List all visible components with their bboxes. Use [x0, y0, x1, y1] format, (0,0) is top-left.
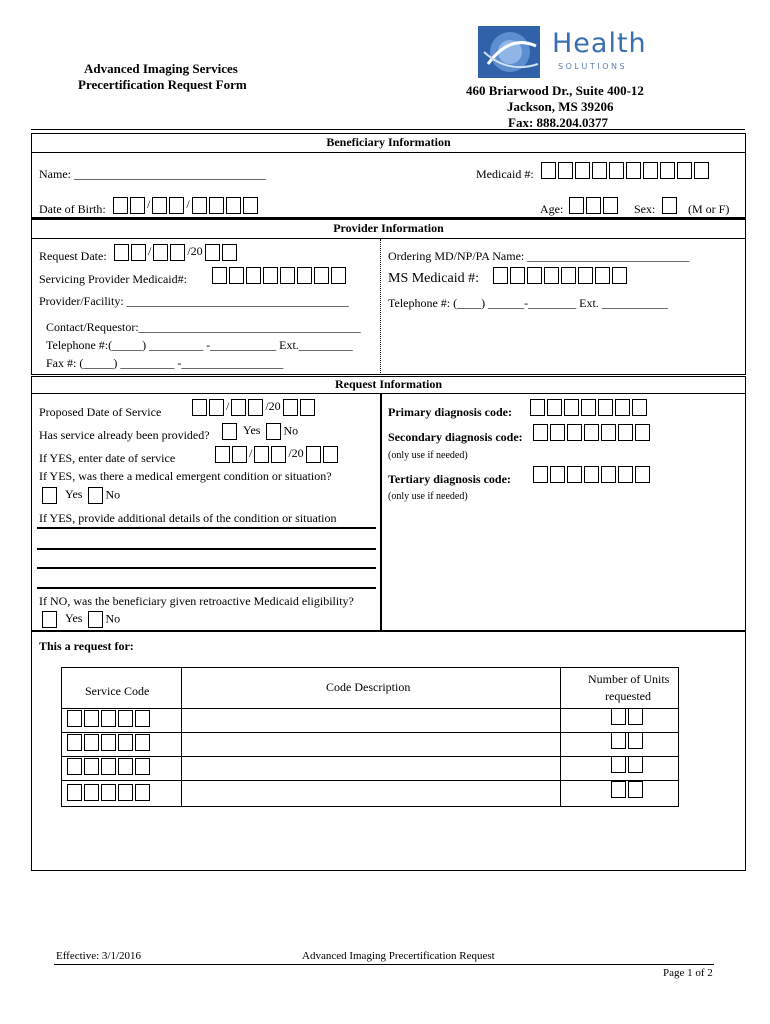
- logo-mark-icon: [478, 24, 542, 80]
- digit-box[interactable]: [135, 758, 150, 775]
- beneficiary-title: Beneficiary Information: [31, 133, 746, 153]
- sex-box[interactable]: [662, 197, 679, 214]
- units-boxes[interactable]: [611, 756, 645, 773]
- digit-box[interactable]: [114, 244, 129, 261]
- col-header-units-1: Number of Units: [588, 672, 670, 686]
- yes-label: Yes: [65, 487, 83, 502]
- logo-health-text: Health: [552, 28, 647, 59]
- date-slash: /: [226, 399, 230, 414]
- digit-box[interactable]: [331, 267, 346, 284]
- servicing-provider-boxes[interactable]: [212, 267, 348, 284]
- details-line-4[interactable]: [37, 587, 376, 589]
- digit-box[interactable]: [306, 446, 321, 463]
- tertiary-diagnosis-boxes[interactable]: [533, 466, 652, 483]
- digit-box[interactable]: [564, 399, 579, 416]
- digit-box[interactable]: [578, 267, 593, 284]
- proposed-date-boxes[interactable]: [192, 399, 317, 416]
- services-title: This a request for:: [39, 639, 134, 653]
- provider-title: Provider Information: [31, 219, 746, 239]
- digit-box[interactable]: [314, 267, 329, 284]
- digit-box[interactable]: [544, 267, 559, 284]
- digit-box[interactable]: [192, 197, 207, 214]
- digit-box[interactable]: [615, 399, 630, 416]
- provider-divider: [380, 239, 381, 373]
- no-label: No: [105, 611, 121, 626]
- no-checkbox[interactable]: [266, 423, 281, 440]
- digit-box[interactable]: [643, 162, 658, 179]
- digit-box[interactable]: [283, 399, 298, 416]
- eq-health-logo: [478, 22, 668, 82]
- digit-box[interactable]: [263, 267, 278, 284]
- address-line2: Jackson, MS 39206: [507, 99, 614, 114]
- digit-box[interactable]: [550, 466, 565, 483]
- yes-label: Yes: [65, 611, 83, 626]
- digit-box[interactable]: [135, 784, 150, 801]
- digit-box[interactable]: [530, 399, 545, 416]
- ordering-provider-field[interactable]: Ordering MD/NP/PA Name: ___________________________: [388, 249, 690, 263]
- digit-box[interactable]: [205, 244, 220, 261]
- digit-box[interactable]: [101, 734, 116, 751]
- contact-requestor-field[interactable]: Contact/Requestor:_____________________________________: [46, 320, 361, 334]
- digit-box[interactable]: [575, 162, 590, 179]
- age-label: Age:: [540, 202, 564, 216]
- sex-hint: (M or F): [688, 202, 730, 216]
- digit-box[interactable]: [626, 162, 641, 179]
- name-field[interactable]: Name: ________________________________: [39, 167, 266, 181]
- date-year-prefix: /20: [288, 446, 304, 461]
- digit-box[interactable]: [601, 424, 616, 441]
- digit-box[interactable]: [677, 162, 692, 179]
- digit-box[interactable]: [101, 758, 116, 775]
- col-divider: [181, 668, 182, 806]
- retro-label: If NO, was the beneficiary given retroactive Medicaid eligibility?: [39, 594, 354, 608]
- emergent-options: [42, 487, 120, 504]
- sex-checkbox[interactable]: [662, 197, 677, 214]
- details-label: If YES, provide additional details of the condition or situation: [39, 511, 337, 525]
- tertiary-hint: (only use if needed): [388, 491, 468, 502]
- details-line-3[interactable]: [37, 567, 376, 569]
- digit-box[interactable]: [611, 708, 626, 725]
- digit-box[interactable]: [628, 732, 643, 749]
- col-header-service-code: Service Code: [85, 684, 150, 698]
- digit-box[interactable]: [209, 197, 224, 214]
- footer-rule: [54, 964, 714, 965]
- yes-checkbox[interactable]: [42, 487, 57, 504]
- units-boxes[interactable]: [611, 781, 645, 798]
- service-code-boxes[interactable]: [67, 734, 152, 751]
- enter-date-label: If YES, enter date of service: [39, 451, 176, 465]
- digit-box[interactable]: [243, 197, 258, 214]
- outer-top-rule: [31, 129, 745, 130]
- contact-fax-field[interactable]: Fax #: (_____) _________ -_________________: [46, 356, 284, 370]
- request-title: Request Information: [31, 376, 746, 394]
- digit-box[interactable]: [229, 267, 244, 284]
- tertiary-diagnosis-label: Tertiary diagnosis code:: [388, 472, 511, 486]
- digit-box[interactable]: [612, 267, 627, 284]
- yes-checkbox[interactable]: [42, 611, 57, 628]
- no-label: No: [283, 423, 299, 438]
- digit-box[interactable]: [603, 197, 618, 214]
- digit-box[interactable]: [561, 267, 576, 284]
- digit-box[interactable]: [192, 399, 207, 416]
- servicing-provider-label: Servicing Provider Medicaid#:: [39, 272, 187, 286]
- digit-box[interactable]: [584, 466, 599, 483]
- digit-box[interactable]: [209, 399, 224, 416]
- age-boxes[interactable]: [569, 197, 620, 214]
- page-number: Page 1 of 2: [663, 967, 713, 979]
- row-divider: [62, 708, 678, 709]
- digit-box[interactable]: [510, 267, 525, 284]
- digit-box[interactable]: [547, 399, 562, 416]
- proposed-date-label: Proposed Date of Service: [39, 405, 162, 419]
- digit-box[interactable]: [493, 267, 508, 284]
- no-checkbox[interactable]: [88, 487, 103, 504]
- digit-box[interactable]: [254, 446, 269, 463]
- digit-box[interactable]: [584, 424, 599, 441]
- digit-box[interactable]: [67, 734, 82, 751]
- col-header-description: Code Description: [326, 680, 411, 694]
- digit-box[interactable]: [84, 784, 99, 801]
- dob-boxes[interactable]: [113, 197, 260, 214]
- digit-box[interactable]: [567, 466, 582, 483]
- digit-box[interactable]: [618, 466, 633, 483]
- digit-box[interactable]: [592, 162, 607, 179]
- digit-box[interactable]: [131, 244, 146, 261]
- emergent-label: If YES, was there a medical emergent condition or situation?: [39, 469, 332, 483]
- contact-telephone-field[interactable]: Telephone #:(_____) _________ -___________ Ext._________: [46, 338, 353, 352]
- digit-box[interactable]: [67, 758, 82, 775]
- digit-box[interactable]: [84, 710, 99, 727]
- digit-box[interactable]: [280, 267, 295, 284]
- fax-number: Fax: 888.204.0377: [508, 115, 609, 130]
- service-code-boxes[interactable]: [67, 784, 152, 801]
- digit-box[interactable]: [628, 756, 643, 773]
- digit-box[interactable]: [130, 197, 145, 214]
- digit-box[interactable]: [323, 446, 338, 463]
- digit-box[interactable]: [628, 781, 643, 798]
- already-provided-options: [222, 423, 298, 440]
- details-line-2[interactable]: [37, 548, 376, 550]
- digit-box[interactable]: [541, 162, 556, 179]
- request-date-label: Request Date:: [39, 249, 107, 263]
- date-year-prefix: /20: [187, 244, 203, 259]
- digit-box[interactable]: [628, 708, 643, 725]
- digit-box[interactable]: [611, 781, 626, 798]
- digit-box[interactable]: [118, 734, 133, 751]
- service-code-boxes[interactable]: [67, 758, 152, 775]
- digit-box[interactable]: [169, 197, 184, 214]
- digit-box[interactable]: [153, 244, 168, 261]
- row-divider: [62, 780, 678, 781]
- digit-box[interactable]: [101, 784, 116, 801]
- request-date-boxes[interactable]: [114, 244, 239, 261]
- digit-box[interactable]: [297, 267, 312, 284]
- digit-box[interactable]: [611, 732, 626, 749]
- digit-box[interactable]: [135, 734, 150, 751]
- digit-box[interactable]: [586, 197, 601, 214]
- digit-box[interactable]: [170, 244, 185, 261]
- digit-box[interactable]: [215, 446, 230, 463]
- digit-box[interactable]: [533, 466, 548, 483]
- digit-box[interactable]: [246, 267, 261, 284]
- dob-label: Date of Birth:: [39, 202, 106, 216]
- digit-box[interactable]: [660, 162, 675, 179]
- digit-box[interactable]: [152, 197, 167, 214]
- digit-box[interactable]: [118, 758, 133, 775]
- date-slash: /: [148, 244, 152, 259]
- digit-box[interactable]: [533, 424, 548, 441]
- digit-box[interactable]: [635, 424, 650, 441]
- row-divider: [62, 756, 678, 757]
- yes-checkbox[interactable]: [222, 423, 237, 440]
- service-code-boxes[interactable]: [67, 710, 152, 727]
- digit-box[interactable]: [635, 466, 650, 483]
- already-provided-label: Has service already been provided?: [39, 428, 210, 442]
- digit-box[interactable]: [271, 446, 286, 463]
- digit-box[interactable]: [118, 710, 133, 727]
- secondary-hint: (only use if needed): [388, 450, 468, 461]
- address-line1: 460 Briarwood Dr., Suite 400-12: [466, 83, 644, 98]
- retro-options: [42, 611, 120, 628]
- digit-box[interactable]: [222, 244, 237, 261]
- digit-box[interactable]: [232, 446, 247, 463]
- no-checkbox[interactable]: [88, 611, 103, 628]
- digit-box[interactable]: [231, 399, 246, 416]
- digit-box[interactable]: [67, 784, 82, 801]
- digit-box[interactable]: [135, 710, 150, 727]
- digit-box[interactable]: [611, 756, 626, 773]
- digit-box[interactable]: [67, 710, 82, 727]
- service-date-boxes[interactable]: [215, 446, 340, 463]
- medicaid-label: Medicaid #:: [476, 167, 534, 181]
- digit-box[interactable]: [118, 784, 133, 801]
- ms-medicaid-label: MS Medicaid #:: [388, 271, 479, 286]
- yes-label: Yes: [243, 423, 261, 438]
- form-title-line1: Advanced Imaging Services: [84, 61, 238, 76]
- col-header-units-2: requested: [605, 689, 651, 703]
- primary-diagnosis-boxes[interactable]: [530, 399, 649, 416]
- digit-box[interactable]: [567, 424, 582, 441]
- date-year-prefix: /20: [265, 399, 281, 414]
- secondary-diagnosis-boxes[interactable]: [533, 424, 652, 441]
- digit-box[interactable]: [581, 399, 596, 416]
- digit-box[interactable]: [226, 197, 241, 214]
- provider-telephone-field[interactable]: Telephone #: (____) ______-________ Ext. ___________: [388, 296, 668, 310]
- digit-box[interactable]: [84, 734, 99, 751]
- digit-box[interactable]: [300, 399, 315, 416]
- ms-medicaid-boxes[interactable]: [493, 267, 629, 284]
- digit-box[interactable]: [558, 162, 573, 179]
- digit-box[interactable]: [609, 162, 624, 179]
- details-line-1[interactable]: [37, 527, 376, 529]
- secondary-diagnosis-label: Secondary diagnosis code:: [388, 430, 523, 444]
- digit-box[interactable]: [84, 758, 99, 775]
- provider-facility-field[interactable]: Provider/Facility: _____________________________________: [39, 294, 349, 308]
- logo-solutions-text: S O L U T I O N S: [558, 62, 625, 71]
- digit-box[interactable]: [113, 197, 128, 214]
- digit-box[interactable]: [569, 197, 584, 214]
- digit-box[interactable]: [632, 399, 647, 416]
- digit-box[interactable]: [598, 399, 613, 416]
- digit-box[interactable]: [601, 466, 616, 483]
- sex-label: Sex:: [634, 202, 656, 216]
- date-slash: /: [147, 197, 151, 212]
- digit-box[interactable]: [550, 424, 565, 441]
- units-boxes[interactable]: [611, 708, 645, 725]
- medicaid-number-boxes[interactable]: [541, 162, 711, 179]
- primary-diagnosis-label: Primary diagnosis code:: [388, 405, 512, 419]
- col-divider: [560, 668, 561, 806]
- units-boxes[interactable]: [611, 732, 645, 749]
- digit-box[interactable]: [694, 162, 709, 179]
- digit-box[interactable]: [212, 267, 227, 284]
- services-table: [61, 667, 679, 807]
- digit-box[interactable]: [527, 267, 542, 284]
- digit-box[interactable]: [248, 399, 263, 416]
- footer-center: Advanced Imaging Precertification Request: [302, 950, 495, 962]
- digit-box[interactable]: [595, 267, 610, 284]
- digit-box[interactable]: [618, 424, 633, 441]
- form-title-line2: Precertification Request Form: [78, 77, 247, 92]
- no-label: No: [105, 487, 121, 502]
- date-slash: /: [186, 197, 190, 212]
- date-slash: /: [249, 446, 253, 461]
- footer-effective: Effective: 3/1/2016: [56, 950, 142, 962]
- digit-box[interactable]: [101, 710, 116, 727]
- row-divider: [62, 732, 678, 733]
